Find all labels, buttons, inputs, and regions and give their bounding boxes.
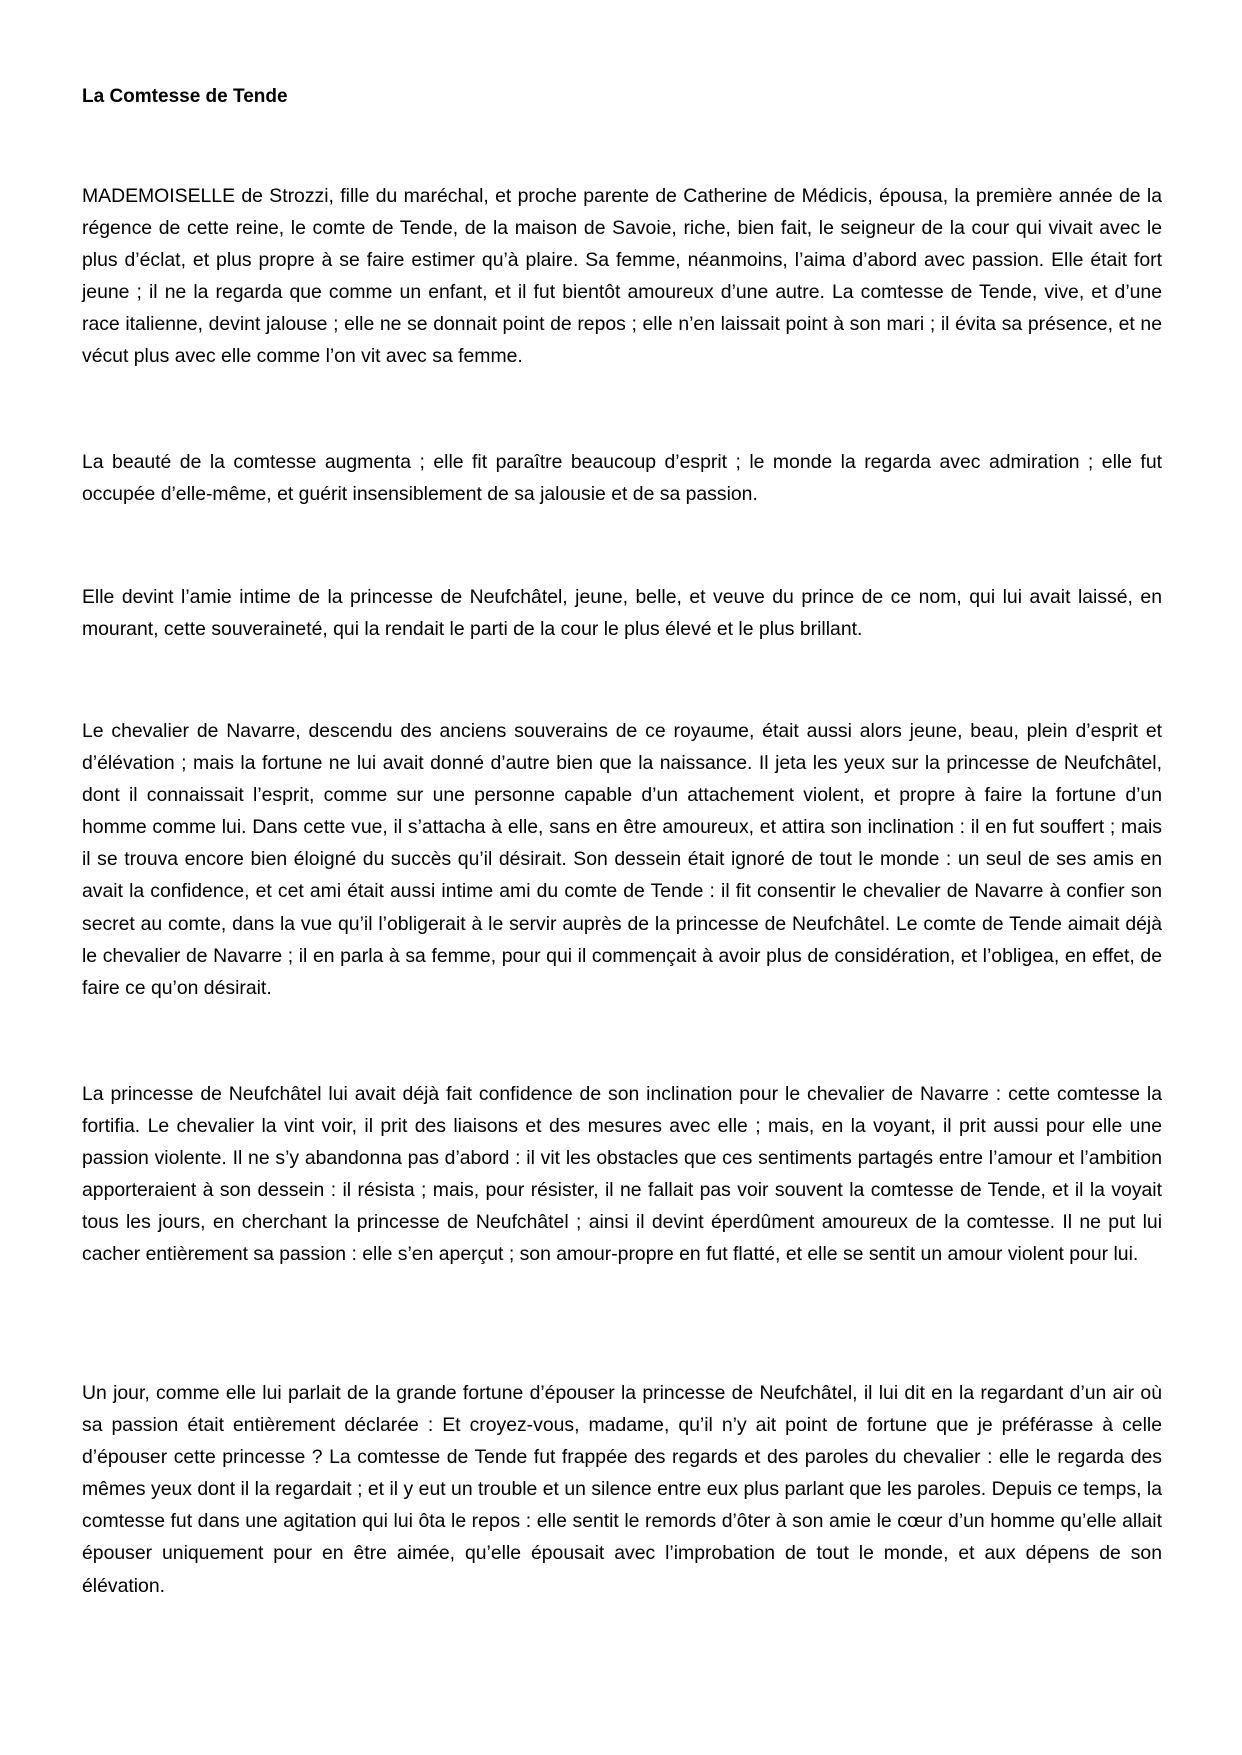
- paragraph-4: Le chevalier de Navarre, descendu des anciens souverains de ce royaume, était aussi alors jeune, beau, plein d’esprit et d’élévation ; mais la fortune ne lui avait donné d’autre bien que la naissance. Il jeta les yeux sur la princesse de Neufchâtel, dont il connaissait l’esprit, comme sur une personne capable d’un attachement violent, et propre à faire la fortune d’un homme comme lui. Dans cette vue, il s’attacha à elle, sans en être amoureux, et attira son inclination : il en fut souffert ; mais il se trouva encore bien éloigné du succès qu’il désirait. Son dessein était ignoré de tout le monde : un seul de ses amis en avait la confidence, et cet ami était aussi intime ami du comte de Tende : il fit consentir le chevalier de Navarre à confier son secret au comte, dans la vue qu’il l’obligerait à le servir auprès de la princesse de Neufchâtel. Le comte de Tende aimait déjà le chevalier de Navarre ; il en parla à sa femme, pour qui il commençait à avoir plus de considération, et l’obligea, en effet, de faire ce qu’on désirait.: [82, 720, 1162, 999]
- document-title: La Comtesse de Tende: [82, 86, 288, 107]
- document-page: [82, 81, 1162, 1597]
- paragraph-6: Un jour, comme elle lui parlait de la grande fortune d’épouser la princesse de Neufchâtel, il lui dit en la regardant d’un air où sa passion était entièrement déclarée : Et croyez-vous, madame, qu’il n’y ait point de fortune que je préférasse à celle d’épouser cette princesse ? La comtesse de Tende fut frappée des regards et des paroles du chevalier : elle le regarda des mêmes yeux dont il la regardait ; et il y eut un trouble et un silence entre eux plus parlant que les paroles. Depuis ce temps, la comtesse fut dans une agitation qui lui ôta le repos : elle sentit le remords d’ôter à son amie le cœur d’un homme qu’elle allait épouser uniquement pour en être aimée, qu’elle épousait avec l’improbation de tout le monde, et aux dépens de son élévation.: [82, 1382, 1162, 1597]
- paragraph-2: La beauté de la comtesse augmenta ; elle fit paraître beaucoup d’esprit ; le monde la regarda avec admiration ; elle fut occupée d’elle-même, et guérit insensiblement de sa jalousie et de sa passion.: [82, 451, 1162, 506]
- paragraph-1: MADEMOISELLE de Strozzi, fille du maréchal, et proche parente de Catherine de Médicis, épousa, la première année de la régence de cette reine, le comte de Tende, de la maison de Savoie, riche, bien fait, le seigneur de la cour qui vivait avec le plus d’éclat, et plus propre à se faire estimer qu’à plaire. Sa femme, néanmoins, l’aima d’abord avec passion. Elle était fort jeune ; il ne la regarda que comme un enfant, et il fut bientôt amoureux d’une autre. La comtesse de Tende, vive, et d’une race italienne, devint jalouse ; elle ne se donnait point de repos ; elle n’en laissait point à son mari ; il évita sa présence, et ne vécut plus avec elle comme l’on vit avec sa femme.: [82, 185, 1162, 368]
- paragraph-5: La princesse de Neufchâtel lui avait déjà fait confidence de son inclination pour le chevalier de Navarre : cette comtesse la fortifia. Le chevalier la vint voir, il prit des liaisons et des mesures avec elle ; mais, en la voyant, il prit aussi pour elle une passion violente. Il ne s’y abandonna pas d’abord : il vit les obstacles que ces sentiments partagés entre l’amour et l’ambition apporteraient à son dessein : il résista ; mais, pour résister, il ne fallait pas voir souvent la comtesse de Tende, et il la voyait tous les jours, en cherchant la princesse de Neufchâtel ; ainsi il devint éperdûment amoureux de la comtesse. Il ne put lui cacher entièrement sa passion : elle s’en aperçut ; son amour-propre en fut flatté, et elle se sentit un amour violent pour lui.: [82, 1083, 1162, 1266]
- paragraph-3: Elle devint l’amie intime de la princesse de Neufchâtel, jeune, belle, et veuve du prince de ce nom, qui lui avait laissé, en mourant, cette souveraineté, qui la rendait le parti de la cour le plus élevé et le plus brillant.: [82, 586, 1162, 641]
